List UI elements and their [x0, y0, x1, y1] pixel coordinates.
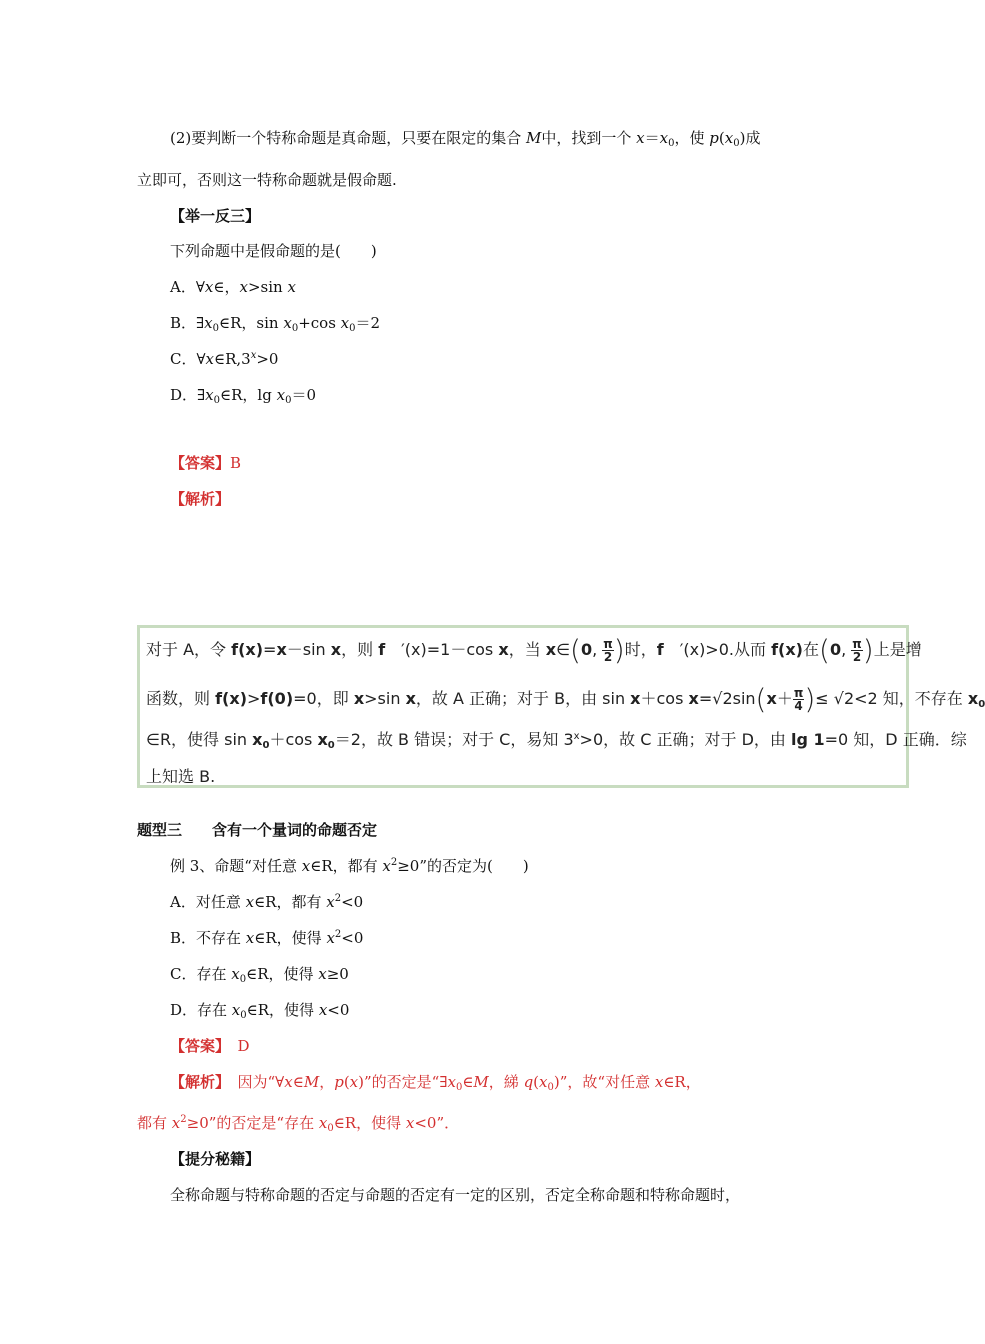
example-option-a: A．对任意 x∈R，都有 $x^2<0$ — [170, 893, 364, 911]
tips-heading: 【提分秘籍】 — [170, 1150, 261, 1168]
example-answer-label: 【答案】 — [170, 1037, 223, 1055]
example-option-d: D．存在 $x_0\in R$，使得 x<0 — [170, 1001, 350, 1021]
example-analysis-label: 【解析】 — [170, 1073, 223, 1091]
tips-text: 全称命题与特称命题的否定与命题的否定有一定的区别，否定全称命题和特称命题时， — [170, 1186, 741, 1204]
solution-line-1: 对于 A，令 f(x)=x－sin x，则 f ′(x)=1－cos x，当 x∈(0, $\frac{\pi}{2}$ )时，f ′(x)>0.从而 f(x)在(0, $\frac{\pi}{2}$ )上是增 — [146, 633, 922, 667]
example-option-c: C．存在 $x_0\in R$，使得 x≥0 — [170, 965, 349, 985]
example-answer — [170, 1036, 250, 1056]
practice-heading: 【举一反三】 — [170, 207, 261, 225]
practice-answer-value: B — [230, 454, 242, 472]
intro-line-1: (2)要判断一个特称命题是真命题，只要在限定的集合 M中，找到一个 $x=x_0$，使 $p(x_0)$成 — [170, 129, 761, 149]
practice-option-a: A．∀x∈，x>sin x — [170, 278, 296, 296]
example-analysis-line-2: 都有 $x^2\ge 0$”的否定是“存在 $x_0\in R$，使得 x<0”． — [137, 1114, 460, 1134]
example-option-b: B．不存在 x∈R，使得 $x^2<0$ — [170, 929, 364, 947]
practice-answer — [170, 453, 241, 473]
solution-image — [137, 625, 985, 788]
example-answer-value: D — [237, 1037, 250, 1055]
practice-question: 下列命题中是假命题的是( ) — [170, 242, 377, 260]
example-analysis-line-1: 【解析】 因为“∀x∈M，p(x)”的否定是“$\exists x_0\in M$，綈 $q(x_0)$”，故“对任意 x∈R， — [170, 1073, 701, 1093]
section-title: 题型三 含有一个量词的命题否定 — [137, 821, 378, 839]
practice-option-c: C．$\forall x\in R,3^x>0$ — [170, 350, 279, 368]
solution-line-3: ∈R，使得 $\sin x_0+\cos$ $x_0=2$，故 B 错误；对于 C，易知 $3^x>0$，故 C 正确；对于 D，由 lg 1=0 知，D 正确．综 — [146, 730, 967, 751]
practice-answer-label: 【答案】 — [170, 454, 231, 472]
solution-line-2: 函数，则 f(x)>f(0)=0，即 x>sin x，故 A 正确；对于 B，由 sin x＋cos x=√2sin(x＋ $\frac{\pi}{4}$ )≤ √2<2 知，不存在 $x_0$ — [146, 682, 985, 716]
intro-line-2: 立即可，否则这一特称命题就是假命题. — [137, 171, 397, 189]
example-question: 例 3、命题“对任意 x∈R，都有 $x^2\ge 0$”的否定为( ) — [170, 857, 529, 875]
practice-option-d: D．$\exists x_0\in R$，$\lg x_0=0$ — [170, 386, 316, 406]
practice-analysis-label: 【解析】 — [170, 490, 231, 508]
practice-option-b: B．$\exists x_0\in R$，$\sin x_0+\cos$ $x_0=2$ — [170, 314, 381, 334]
solution-line-4: 上知选 B. — [146, 767, 216, 786]
